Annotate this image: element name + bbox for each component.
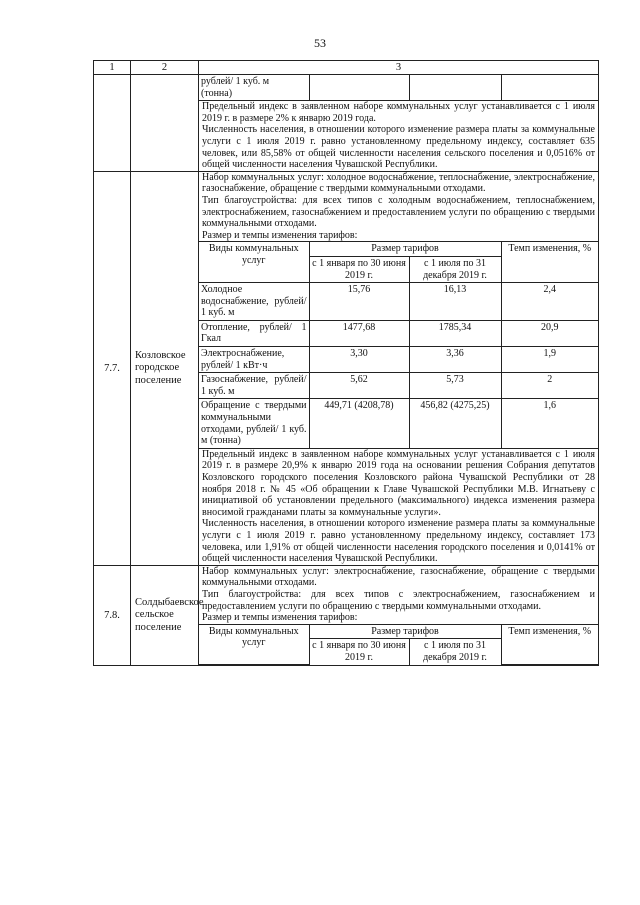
tariff-row-name: Холодное водоснабжение, рублей/ 1 куб. м [199,283,309,321]
row-number: 7.8. [94,565,131,665]
tariff-row-rate: 2,4 [501,283,598,321]
continuation-tariff-table [199,75,598,101]
tariff-header-types: Виды коммунальных услуг [199,624,309,664]
continuation-row [94,75,599,172]
tariff-row-value-2: 1785,34 [409,320,501,346]
page-number: 53 [314,36,326,50]
tariff-row-value-2: 3,36 [409,347,501,373]
tariff-header-period-1: с 1 января по 30 июня 2019 г. [309,639,409,665]
tariff-caption: Размер и темпы изменения тарифов: [202,229,358,241]
tariff-header-period-1: с 1 января по 30 июня 2019 г. [309,256,409,282]
tariff-row [199,283,598,321]
row-7-7 [94,171,599,565]
tariff-row-value-1: 3,30 [309,347,409,373]
header-col-3: 3 [199,61,599,75]
tariff-table [199,624,598,665]
tariff-header-types: Виды коммунальных услуг [199,242,309,283]
tariff-header-period-2: с 1 июля по 31 декабря 2019 г. [409,256,501,282]
tariff-row-name: Газоснабжение, рублей/ 1 куб. м [199,373,309,399]
tariff-row [199,347,598,373]
tariff-row-value-1: 449,71 (4208,78) [309,399,409,448]
tariff-header-rate: Темп изменения, % [501,624,598,664]
tariff-header-rate: Темп изменения, % [501,242,598,283]
settlement-name: Солдыбаевское сельское поселение [131,565,199,665]
tariff-table [199,241,598,449]
tariff-row [199,399,598,448]
services-text: Набор коммунальных услуг: холодное водоснабжение, теплоснабжение, электроснабжение, газоснабжение, обращение с твердыми коммунальными отходами. [202,171,595,195]
services-text: Набор коммунальных услуг: электроснабжение, газоснабжение, обращение с твердыми коммунальными отходами. [202,565,595,589]
limit-index-text: Предельный индекс в заявленном наборе коммунальных услуг устанавливается с 1 июля 2019 г. в размере 20,9% к январю 2019 года на основании решения Собрания депутатов Козловского городского поселения Козловского района Чувашской Республики от 28 ноября 2018 г. № 45 «Об обращении к Главе Чувашской Республики М.В. Игнатьеву с инициативой об установлении предельного (максимального) индекса изменения размера вносимой гражданами платы за коммунальные услуги». [202,448,595,518]
tariff-row-rate: 20,9 [501,320,598,346]
header-col-1: 1 [94,61,131,75]
tariff-header-size: Размер тарифов [309,624,501,639]
tariff-row-value-1: 5,62 [309,373,409,399]
tariff-row-value-1: 1477,68 [309,320,409,346]
tariff-document-table [93,60,599,666]
tariff-row-rate: 2 [501,373,598,399]
tariff-row [199,373,598,399]
tariff-caption: Размер и темпы изменения тарифов: [202,612,358,624]
tariff-row-value-2: 5,73 [409,373,501,399]
tariff-row-name: Обращение с твердыми коммунальными отходами, рублей/ 1 куб. м (тонна) [199,399,309,448]
amenities-text: Тип благоустройства: для всех типов с холодным водоснабжением, теплоснабжением, электроснабжением, газоснабжением и предоставлением услуги по обращению с твердыми коммунальными отходами. [202,194,595,230]
tariff-header-size: Размер тарифов [309,242,501,257]
amenities-text: Тип благоустройства: для всех типов с электроснабжением, газоснабжением и предоставлением услуги по обращению с твердыми коммунальными отходами. [202,588,595,612]
tariff-header-period-2: с 1 июля по 31 декабря 2019 г. [409,639,501,665]
tariff-row-value-1: 15,76 [309,283,409,321]
tariff-cell-name: рублей/ 1 куб. м (тонна) [199,75,309,101]
tariff-row-value-2: 16,13 [409,283,501,321]
tariff-row [199,320,598,346]
settlement-name: Козловское городское поселение [131,171,199,565]
population-text: Численность населения, в отношении которого изменение размера платы за коммунальные услуги с 1 июля 2019 г. равно установленному предельному индексу, составляет 173 человека, или 1,91% от общей численности населения городского поселения и 0,0141% от общей численности населения Чувашской Республики. [202,518,595,565]
population-text: Численность населения, в отношении которого изменение размера платы за коммунальные услуги с 1 июля 2019 г. равно установленному предельному индексу, составляет 635 человек, или 85,58% от общей численности населения сельского поселения и 0,0516% от общей численности населения Чувашской Республики. [202,124,595,171]
column-number-header [94,61,599,75]
header-col-2: 2 [131,61,199,75]
row-7-8 [94,565,599,665]
tariff-row-value-2: 456,82 (4275,25) [409,399,501,448]
tariff-row-rate: 1,6 [501,399,598,448]
row-number: 7.7. [94,171,131,565]
tariff-row-name: Электроснабжение, рублей/ 1 кВт·ч [199,347,309,373]
tariff-row-rate: 1,9 [501,347,598,373]
limit-index-text: Предельный индекс в заявленном наборе коммунальных услуг устанавливается с 1 июля 2019 г. в размере 2% к январю 2019 года. [202,101,595,124]
tariff-row-name: Отопление, рублей/ 1 Гкал [199,320,309,346]
